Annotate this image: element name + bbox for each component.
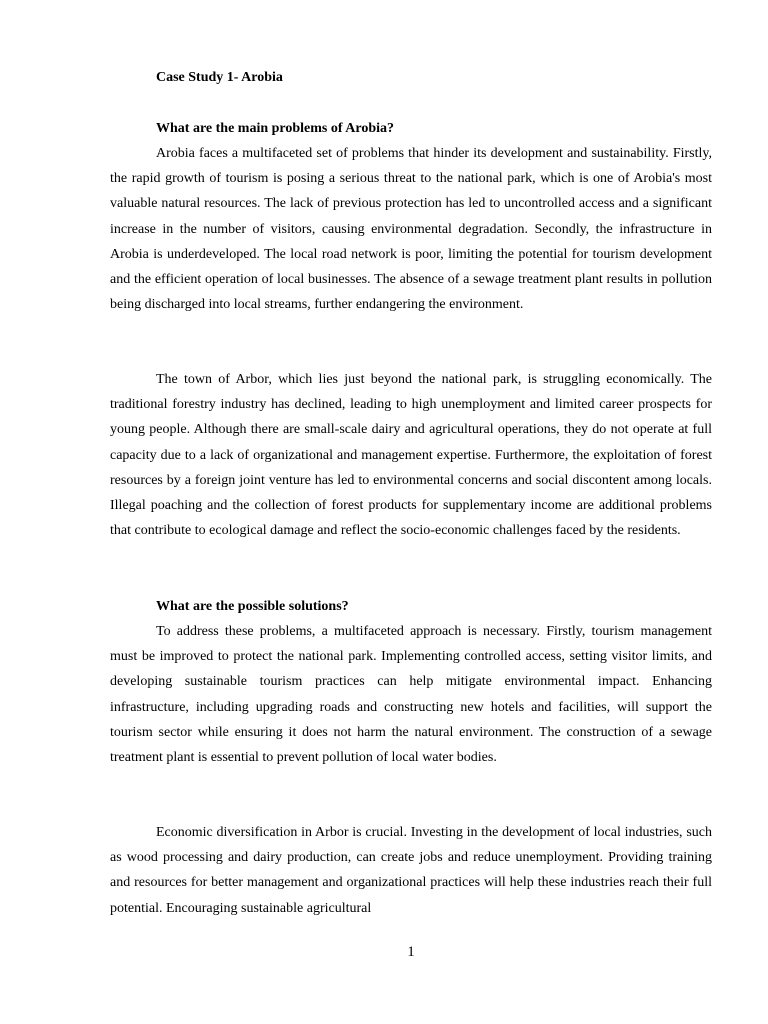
section-heading-solutions: What are the possible solutions? (156, 599, 349, 614)
paragraph-solutions-2: Economic diversification in Arbor is crucial. Investing in the development of local industries, such as wood processing and dairy production, can create jobs and reduce unemployment. Providing training and resources for better management and organizational practices will help these industries reach their full potential. Encouraging sustainable agricultural (110, 825, 712, 916)
section-heading-problems: What are the main problems of Arobia? (156, 121, 395, 136)
paragraph-problems-2: The town of Arbor, which lies just beyond the national park, is struggling economically. The traditional forestry industry has declined, leading to high unemployment and limited career prospects for young people. Although there are small-scale dairy and agricultural operations, they do not operate at full capacity due to a lack of organizational and management expertise. Furthermore, the exploitation of forest resources by a foreign joint venture has led to environmental concerns and social discontent among locals. Illegal poaching and the collection of forest products for supplementary income are additional problems that contribute to ecological damage and reflect the socio-economic challenges faced by the residents. (110, 372, 712, 539)
paragraph-solutions-1: To address these problems, a multifaceted approach is necessary. Firstly, tourism management must be improved to protect the national park. Implementing controlled access, setting visitor limits, and developing sustainable tourism practices can help mitigate environmental impact. Enhancing infrastructure, including upgrading roads and constructing new hotels and facilities, will support the tourism sector while ensuring it does not harm the natural environment. The construction of a sewage treatment plant is essential to prevent pollution of local water bodies. (110, 624, 712, 766)
page-number: 1 (407, 944, 415, 960)
document-title: Case Study 1- Arobia (156, 70, 283, 85)
paragraph-problems-1: Arobia faces a multifaceted set of problems that hinder its development and sustainability. Firstly, the rapid growth of tourism is posing a serious threat to the national park, which is one of Arobia's most valuable natural resources. The lack of previous protection has led to uncontrolled access and a significant increase in the number of visitors, causing environmental degradation. Secondly, the infrastructure in Arobia is underdeveloped. The local road network is poor, limiting the potential for tourism development and the efficient operation of local businesses. The absence of a sewage treatment plant results in pollution being discharged into local streams, further endangering the environment. (110, 146, 712, 313)
